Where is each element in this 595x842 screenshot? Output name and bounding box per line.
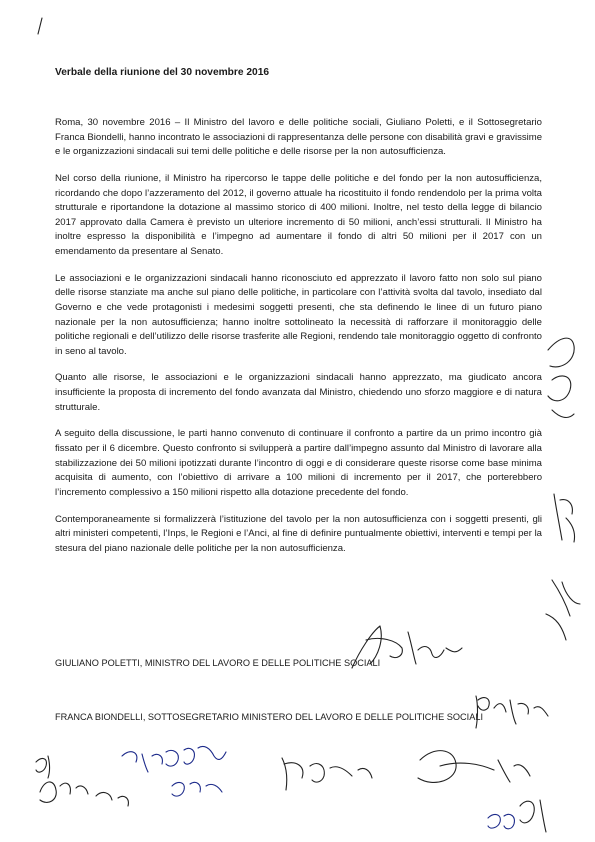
paragraph: A seguito della discussione, le parti hanno convenuto di continuare il confronto a partire da un primo incontro già fissato per il 6 dicembre. Questo confronto si svilupperà a partire dall’impegno assunto dal Ministro di lavorare alla stabilizzazione dei 50 milioni ipotizzati durante l’incontro di oggi e di considerare queste risorse come base minima acquisita di aumento, con l’obiettivo di arrivare a 100 milioni di incremento per il 2017, che porterebbero l’incremento complessivo a 150 milioni rispetto alla dotazione precedente del fondo. [55, 428, 542, 498]
signature-bottom-1 [36, 756, 50, 778]
document-body [55, 116, 542, 569]
signature-biondelli [476, 696, 548, 728]
signature-margin-2 [554, 494, 575, 542]
paragraph: Le associazioni e le organizzazioni sindacali hanno riconosciuto ed apprezzato il lavoro fatto non solo sul piano delle risorse stanziate ma anche sul piano delle politiche, in particolare con l’attività svolta dal tavolo, insediato dal Governo e che vede protagonisti i medesimi soggetti presenti, che sta definendo le linee di un futuro piano nazionale per la non autosufficienza; hanno inoltre sottolineato la necessità di rafforzare il monitoraggio delle politiche regionali e dell’utilizzo delle risorse trasferite alle Regioni, rendendo tale monitoraggio oggetto di confronto in seno al tavolo. [55, 272, 542, 357]
signature-bottom-2 [40, 782, 128, 806]
signature-bottom-4 [418, 751, 530, 783]
signature-bottom-blue-2 [172, 782, 222, 796]
signature-bottom-blue-1 [122, 746, 226, 772]
paragraph: Nel corso della riunione, il Ministro ha ripercorso le tappe delle politiche e del fondo per la non autosufficienza, ricordando che dopo l’azzeramento del 2012, il governo attuale ha ricostituito il fondo rendendolo per la prima volta strutturale e riportandone la dotazione al massimo storico di 400 milioni. Inoltre, nel testo della legge di bilancio 2017 approvato dalla Camera è previsto un ulteriore incremento di 50 milioni, anch’essi strutturali. Il Ministro ha inoltre espresso la disponibilità e l’impegno ad aumentare il fondo di altri 50 milioni per il 2017 con un emendamento da presentare al Senato. [55, 172, 542, 257]
paragraph: Contemporaneamente si formalizzerà l’istituzione del tavolo per la non autosufficienza con i soggetti presenti, gli altri ministeri competenti, l’Inps, le Regioni e l’Anci, al fine di definire puntualmente obiettivi, interventi e tempi per la stesura del piano nazionale delle politiche per la non autosufficienza. [55, 513, 542, 554]
pen-mark [38, 18, 42, 34]
signatory-biondelli: FRANCA BIONDELLI, SOTTOSEGRETARIO MINISTERO DEL LAVORO E DELLE POLITICHE SOCIALI [55, 712, 483, 722]
paragraph: Quanto alle risorse, le associazioni e le organizzazioni sindacali hanno apprezzato, ma giudicato ancora insufficiente la proposta di incremento del fondo avanzata dal Ministro, chiedendo uno sforzo maggiore e di natura strutturale. [55, 372, 542, 413]
paragraph: Roma, 30 novembre 2016 – Il Ministro del lavoro e delle politiche sociali, Giuliano Poletti, e il Sottosegretario Franca Biondelli, hanno incontrato le associazioni di rappresentanza delle persone con disabilità gravi e gravissime e le organizzazioni sindacali sui temi delle politiche e delle risorse per la non autosufficienza. [55, 117, 542, 158]
document-title: Verbale della riunione del 30 novembre 2016 [55, 67, 270, 78]
signature-bottom-5 [520, 800, 546, 832]
signature-bottom-blue-3 [488, 814, 514, 828]
signature-bottom-3 [282, 758, 372, 790]
signature-margin-3 [546, 580, 580, 640]
signatory-poletti: GIULIANO POLETTI, MINISTRO DEL LAVORO E DELLE POLITICHE SOCIALI [55, 658, 381, 668]
signature-margin-1 [548, 338, 574, 417]
